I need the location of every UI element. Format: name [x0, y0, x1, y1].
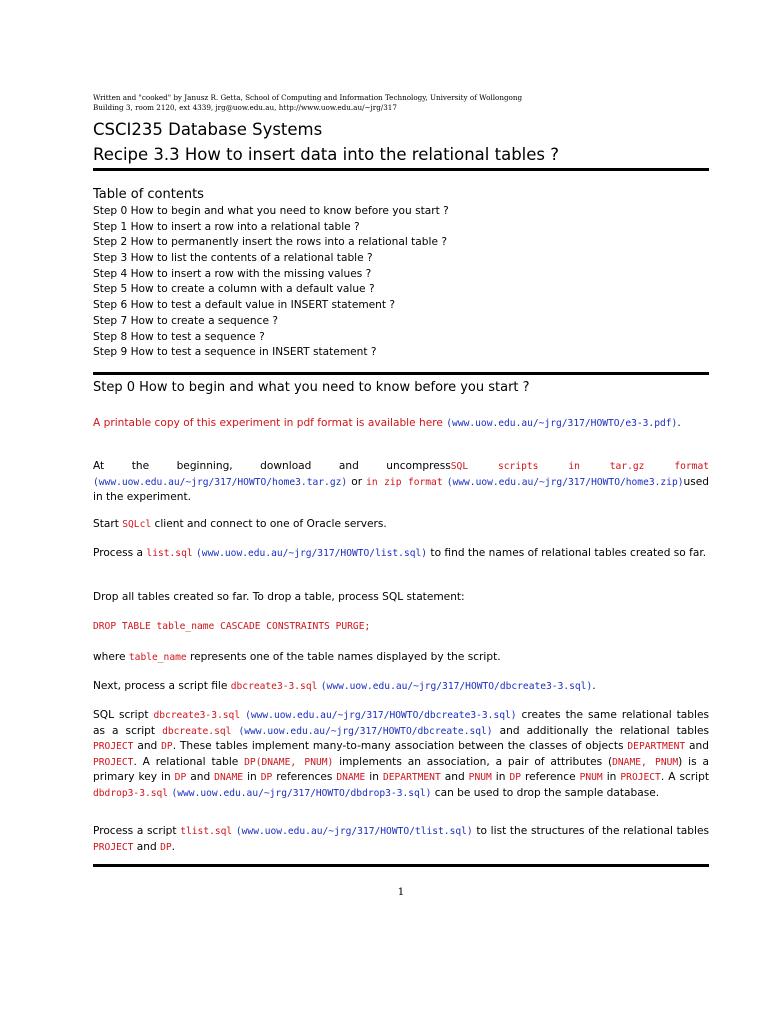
title-rule: [93, 168, 709, 171]
table-name-paragraph: [93, 650, 709, 666]
dbcreate-sql-url[interactable]: (www.uow.edu.au/~jrg/317/HOWTO/dbcreate.sql): [238, 725, 493, 737]
dbdrop-link[interactable]: dbdrop3-3.sql: [93, 787, 169, 799]
sqlcl-paragraph: [93, 517, 709, 533]
pdf-copy-link[interactable]: A printable copy of this experiment in pdf format is available here: [93, 417, 443, 429]
page-number: 1: [397, 886, 405, 898]
download-paragraph: [93, 459, 709, 505]
pdf-copy-url[interactable]: (www.uow.edu.au/~jrg/317/HOWTO/e3-3.pdf): [446, 418, 678, 429]
toc-heading: Table of contents: [93, 187, 204, 202]
text: .: [171, 840, 176, 853]
tlist-url[interactable]: (www.uow.edu.au/~jrg/317/HOWTO/tlist.sql): [235, 826, 473, 837]
course-title: CSCI235 Database Systems: [93, 120, 323, 139]
sql-script-paragraph: [93, 708, 709, 802]
toc-item-step-8[interactable]: Step 8 How to test a sequence ?: [93, 330, 265, 343]
list-sql-link[interactable]: list.sql: [146, 548, 193, 559]
dbcreate-sql-link[interactable]: dbcreate.sql: [162, 725, 232, 737]
text: references: [272, 771, 337, 784]
text: . A relational table: [133, 755, 245, 768]
zip-link[interactable]: in zip format: [366, 476, 443, 488]
toc-item-step-2[interactable]: Step 2 How to permanently insert the rows into a relational table ?: [93, 236, 447, 249]
toc-item-step-0[interactable]: Step 0 How to begin and what you need to know before you start ?: [93, 205, 449, 217]
text: in: [365, 771, 383, 784]
text: represents one of the table names displayed by the script.: [186, 651, 501, 663]
toc-item-step-4[interactable]: Step 4 How to insert a row with the missing values ?: [93, 267, 372, 280]
list-sql-url[interactable]: (www.uow.edu.au/~jrg/317/HOWTO/list.sql): [196, 548, 428, 559]
toc-item-step-7[interactable]: Step 7 How to create a sequence ?: [93, 314, 278, 327]
dbcreate-paragraph: [93, 679, 709, 695]
tlist-link[interactable]: tlist.sql: [180, 826, 233, 837]
recipe-title: Recipe 3.3 How to insert data into the relational tables ?: [93, 145, 560, 164]
text: ) is a primary key in: [93, 755, 709, 784]
tlist-paragraph: [93, 824, 709, 855]
code-term: DP: [160, 841, 172, 853]
code-term: DNAME, PNUM: [612, 756, 679, 768]
text: used in the experiment.: [93, 475, 709, 504]
text: can be used to drop the sample database.: [431, 786, 660, 799]
tar-gz-url[interactable]: (www.uow.edu.au/~jrg/317/HOWTO/home3.tar.gz): [93, 476, 348, 488]
author-header: [93, 93, 709, 112]
toc-item-step-1[interactable]: Step 1 How to insert a row into a relational table ?: [93, 220, 360, 233]
text: . These tables implement many-to-many association between the classes of objects: [172, 740, 628, 753]
period: .: [677, 417, 681, 429]
code-term: PROJECT: [620, 772, 661, 784]
step-0-heading: Step 0 How to begin and what you need to know before you start ?: [93, 380, 530, 395]
period: .: [592, 680, 596, 692]
code-term: PNUM: [579, 772, 603, 784]
text: in: [491, 771, 510, 784]
dbcreate-link[interactable]: dbcreate3-3.sql: [230, 681, 318, 692]
drop-tables-paragraph: Drop all tables created so far. To drop a table, process SQL statement:: [93, 591, 465, 603]
text: to list the structures of the relational tables: [472, 825, 709, 837]
text: and: [133, 840, 161, 853]
toc-item-step-3[interactable]: Step 3 How to list the contents of a relational table ?: [93, 252, 373, 265]
table-of-contents: [93, 204, 709, 361]
author-line: Written and "cooked" by Janusz R. Getta, School of Computing and Information Technology, University of Wollongong: [93, 93, 523, 102]
text: to find the names of relational tables created so far.: [427, 547, 707, 559]
tar-gz-link[interactable]: SQL scripts in tar.gz format: [450, 461, 709, 472]
code-term: DP: [509, 772, 522, 784]
dbcreate3-3-url[interactable]: (www.uow.edu.au/~jrg/317/HOWTO/dbcreate3-3.sql): [245, 710, 517, 721]
text: and: [133, 740, 162, 753]
text: where: [93, 651, 129, 663]
text: or: [347, 475, 367, 488]
zip-url[interactable]: (www.uow.edu.au/~jrg/317/HOWTO/home3.zip): [446, 476, 684, 488]
drop-table-code: DROP TABLE table_name CASCADE CONSTRAINTS PURGE;: [93, 621, 371, 632]
code-term: PNUM: [468, 772, 492, 784]
toc-item-step-6[interactable]: Step 6 How to test a default value in INSERT statement ?: [93, 299, 396, 312]
text: in: [602, 771, 621, 784]
code-term: DP: [260, 772, 273, 784]
text: Process a: [93, 547, 147, 559]
text: in: [243, 771, 261, 784]
text: At the beginning, download and uncompress: [93, 460, 451, 472]
dbcreate-url[interactable]: (www.uow.edu.au/~jrg/317/HOWTO/dbcreate3-3.sql): [320, 681, 593, 692]
text: implements an association, a pair of attributes (: [333, 755, 613, 768]
text: SQL script: [93, 709, 154, 721]
text: client and connect to one of Oracle servers.: [151, 518, 387, 530]
dbcreate3-3-link[interactable]: dbcreate3-3.sql: [153, 710, 241, 721]
code-term: PROJECT: [93, 756, 134, 768]
text: and: [440, 771, 469, 784]
code-term: DEPARTMENT: [627, 741, 686, 753]
code-term: DNAME: [214, 772, 244, 784]
toc-item-step-5[interactable]: Step 5 How to create a column with a default value ?: [93, 283, 375, 296]
text: Start: [93, 518, 123, 530]
code-term: PROJECT: [93, 741, 134, 753]
pdf-copy-paragraph: [93, 416, 709, 432]
text: and additionally the relational tables: [492, 724, 709, 737]
text: and: [685, 740, 709, 753]
code-term: DEPARTMENT: [382, 772, 441, 784]
section-rule: [93, 372, 709, 375]
text: Next, process a script file: [93, 680, 231, 692]
toc-item-step-9[interactable]: Step 9 How to test a sequence in INSERT statement ?: [93, 346, 377, 359]
text: reference: [521, 771, 580, 784]
footer-rule: [93, 864, 709, 867]
text: . A script: [660, 771, 709, 784]
table-name-code: table_name: [128, 652, 187, 663]
code-term: DP: [174, 772, 187, 784]
code-term: DP: [161, 741, 173, 753]
text: Process a script: [93, 825, 181, 837]
contact-line: Building 3, room 2120, ext 4339, jrg@uow.edu.au, http://www.uow.edu.au/~jrg/317: [93, 102, 397, 112]
list-sql-paragraph: [93, 546, 709, 562]
code-term: PROJECT: [93, 841, 134, 853]
code-term: DP(DNAME, PNUM): [244, 756, 334, 768]
sqlcl-link[interactable]: SQLcl: [122, 519, 152, 530]
text: creates the same relational tables as a script: [93, 709, 709, 737]
code-term: DNAME: [336, 772, 366, 784]
dbdrop-url[interactable]: (www.uow.edu.au/~jrg/317/HOWTO/dbdrop3-3.sql): [171, 787, 432, 799]
text: and: [186, 771, 215, 784]
